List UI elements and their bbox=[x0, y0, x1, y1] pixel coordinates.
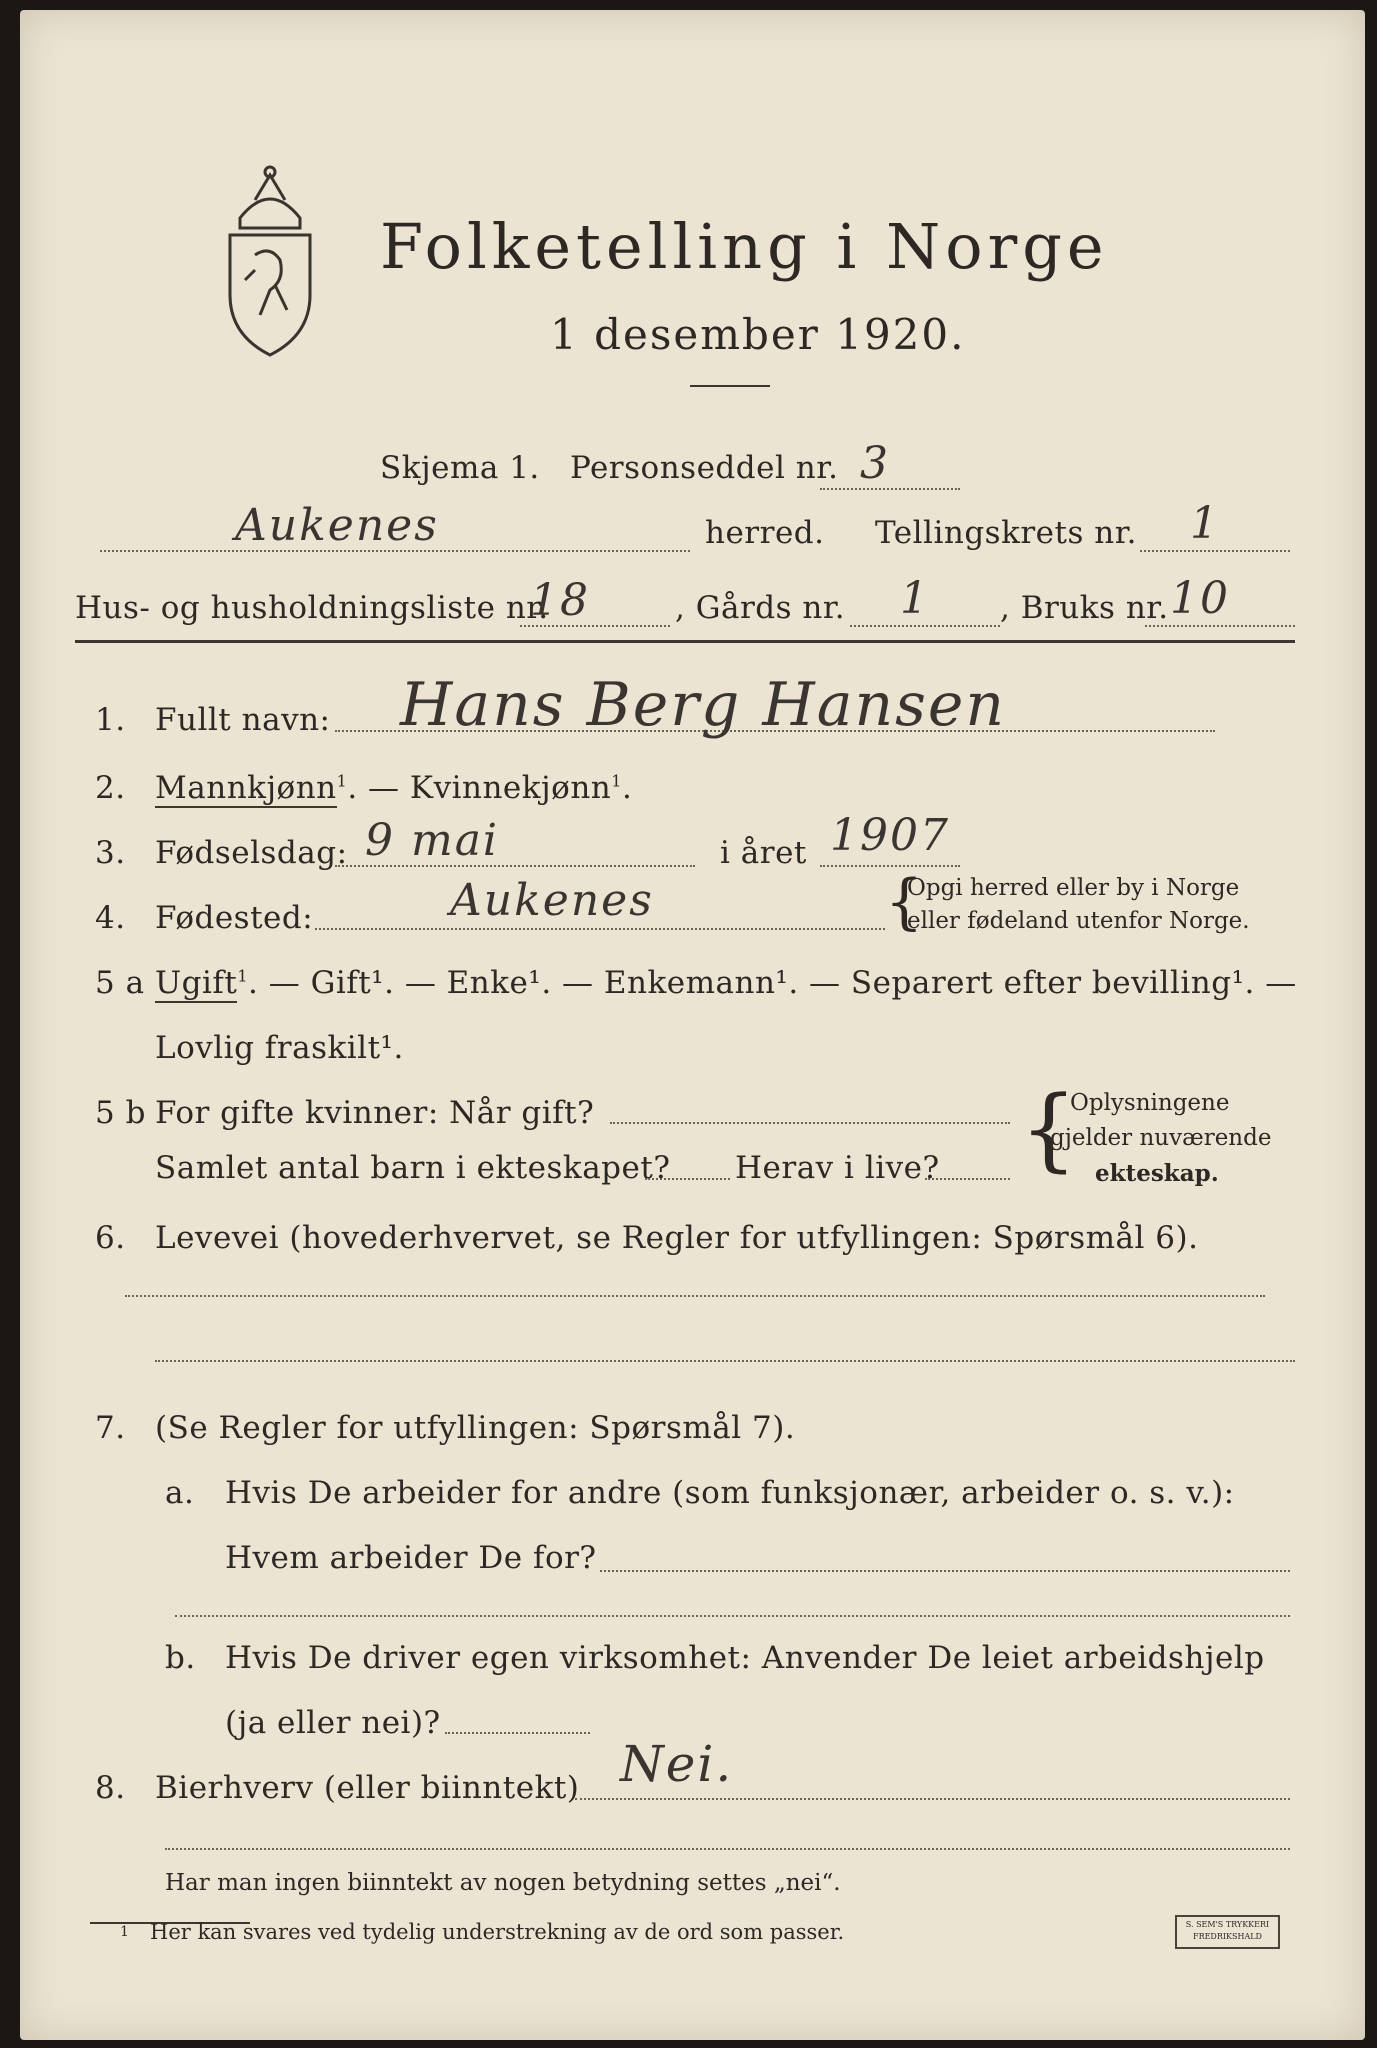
q7a-number: a. bbox=[165, 1475, 195, 1511]
q5a-ugift-option: Ugift bbox=[155, 965, 238, 1001]
tellingskrets-value: 1 bbox=[1190, 498, 1220, 549]
q5b-brace: { bbox=[1020, 1077, 1078, 1182]
q5b-children-line bbox=[645, 1178, 730, 1180]
q5b-label2: Samlet antal barn i ekteskapet? bbox=[155, 1150, 671, 1186]
q4-note-line1: Opgi herred eller by i Norge bbox=[907, 875, 1240, 901]
husliste-value: 18 bbox=[530, 575, 590, 626]
personseddel-line bbox=[820, 488, 960, 490]
q3-birthday-value: 9 mai bbox=[365, 815, 500, 866]
q4-label: Fødested: bbox=[155, 900, 314, 936]
q2-gender-options: Mannkjønn$^1$. — Kvinnekjønn$^1$. bbox=[155, 770, 633, 806]
q3-year-label: i året bbox=[720, 835, 807, 871]
title-divider bbox=[690, 385, 770, 387]
q5b-when-line bbox=[610, 1122, 1010, 1124]
herred-value: Aukenes bbox=[235, 500, 439, 551]
q6-line2 bbox=[155, 1360, 1295, 1362]
tellingskrets-label: Tellingskrets nr. bbox=[875, 515, 1137, 551]
form-title: Folketelling i Norge bbox=[380, 210, 1109, 283]
q8-value: Nei. bbox=[620, 1735, 734, 1793]
bruks-line bbox=[1145, 625, 1295, 627]
q7b-number: b. bbox=[165, 1640, 196, 1676]
q7a-label: Hvis De arbeider for andre (som funksjonær, arbeider o. s. v.): bbox=[225, 1475, 1235, 1511]
q7b-line bbox=[445, 1732, 590, 1734]
herred-label: herred. bbox=[705, 515, 825, 551]
q3-label: Fødselsdag: bbox=[155, 835, 348, 871]
q6-label: Levevei (hovederhvervet, se Regler for utfyllingen: Spørsmål 6). bbox=[155, 1220, 1199, 1256]
q1-label: Fullt navn: bbox=[155, 702, 331, 738]
q4-brace: { bbox=[885, 867, 924, 937]
q8-number: 8. bbox=[95, 1770, 126, 1806]
bruks-label: , Bruks nr. bbox=[1000, 590, 1169, 626]
q5a-number: 5 a bbox=[95, 965, 145, 1001]
census-form-page bbox=[20, 10, 1365, 2040]
q7a-line1 bbox=[600, 1570, 1290, 1572]
q3-year-value: 1907 bbox=[830, 810, 950, 861]
q4-birthplace-value: Aukenes bbox=[450, 875, 654, 926]
q5b-note1: Oplysningene bbox=[1070, 1090, 1230, 1116]
bruks-value: 10 bbox=[1170, 573, 1230, 624]
husliste-label: Hus- og husholdningsliste nr. bbox=[75, 590, 549, 626]
q5b-note2: gjelder nuværende bbox=[1050, 1125, 1272, 1151]
q2-male-option: Mannkjønn bbox=[155, 770, 337, 806]
q8-label: Bierhverv (eller biinntekt) bbox=[155, 1770, 580, 1806]
q5a-line2: Lovlig fraskilt¹. bbox=[155, 1030, 404, 1066]
q1-number: 1. bbox=[95, 702, 126, 738]
q5b-note3: ekteskap. bbox=[1095, 1160, 1219, 1187]
q1-full-name-value: Hans Berg Hansen bbox=[400, 670, 1007, 740]
q5b-label1: For gifte kvinner: Når gift? bbox=[155, 1095, 595, 1131]
q6-line1 bbox=[125, 1295, 1265, 1297]
q5b-label3: Herav i live? bbox=[735, 1150, 940, 1186]
q5b-number: 5 b bbox=[95, 1095, 146, 1131]
skjema-label: Skjema 1. bbox=[380, 450, 540, 486]
tellingskrets-line bbox=[1140, 550, 1290, 552]
norwegian-coat-of-arms-icon bbox=[215, 160, 325, 360]
personseddel-value: 3 bbox=[860, 438, 890, 489]
form-date: 1 desember 1920. bbox=[550, 310, 966, 359]
q5a-status-options: Ugift$^1$. — Gift¹. — Enke¹. — Enkemann¹. — Separert efter bevilling¹. — bbox=[155, 965, 1297, 1001]
q7b-label: Hvis De driver egen virksomhet: Anvender De leiet arbeidshjelp bbox=[225, 1640, 1265, 1676]
gards-value: 1 bbox=[900, 573, 930, 624]
q8-line2 bbox=[165, 1848, 1290, 1850]
q4-line bbox=[315, 928, 885, 930]
header-separator bbox=[75, 640, 1295, 643]
printer-stamp: S. SEM'S TRYKKERI FREDRIKSHALD bbox=[1175, 1915, 1280, 1949]
footer-note: Har man ingen biinntekt av nogen betydning settes „nei“. bbox=[165, 1870, 841, 1896]
q3-number: 3. bbox=[95, 835, 126, 871]
personseddel-label: Personseddel nr. bbox=[570, 450, 839, 486]
q5b-alive-line bbox=[925, 1178, 1010, 1180]
q7a-line2 bbox=[175, 1615, 1290, 1617]
q8-line1 bbox=[575, 1798, 1290, 1800]
q2-number: 2. bbox=[95, 770, 126, 806]
q7a-label2: Hvem arbeider De for? bbox=[225, 1540, 597, 1576]
q6-number: 6. bbox=[95, 1220, 126, 1256]
footnote-text: Her kan svares ved tydelig understrekning av de ord som passer. bbox=[150, 1920, 845, 1944]
q7-number: 7. bbox=[95, 1410, 126, 1446]
q7-label: (Se Regler for utfyllingen: Spørsmål 7). bbox=[155, 1410, 796, 1446]
q7b-label2: (ja eller nei)? bbox=[225, 1705, 441, 1741]
gards-label: , Gårds nr. bbox=[675, 590, 846, 626]
q2-female-option: Kvinnekjønn bbox=[409, 770, 612, 806]
footnote-number: 1 bbox=[120, 1924, 129, 1940]
gards-line bbox=[850, 625, 1000, 627]
q4-note-line2: eller fødeland utenfor Norge. bbox=[907, 908, 1250, 934]
q4-number: 4. bbox=[95, 900, 126, 936]
